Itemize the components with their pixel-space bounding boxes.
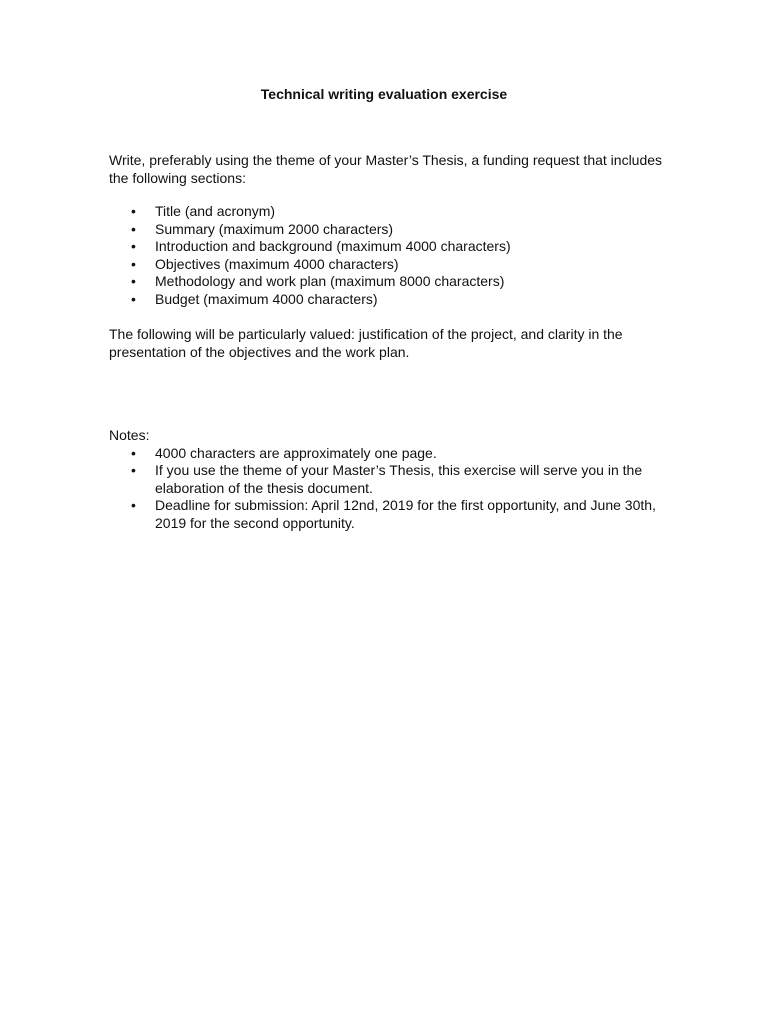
notes-section <box>109 427 669 533</box>
bullet-icon: • <box>131 238 136 255</box>
section-item-label: Introduction and background (maximum 4000 characters) <box>155 238 511 255</box>
notes-label: Notes: <box>109 427 150 443</box>
sections-list-container <box>109 203 669 309</box>
list-item <box>109 256 669 274</box>
list-item <box>109 221 669 239</box>
bullet-icon: • <box>131 290 136 307</box>
document-title: Technical writing evaluation exercise <box>260 86 508 102</box>
notes-list <box>109 445 669 533</box>
bullet-icon: • <box>131 462 136 479</box>
bullet-icon: • <box>131 444 136 461</box>
section-item-label: Methodology and work plan (maximum 8000 characters) <box>155 273 505 290</box>
note-item-text: If you use the theme of your Master’s Thesis, this exercise will serve you in the elaboration of the thesis document. <box>155 462 643 496</box>
note-item-text: 4000 characters are approximately one page. <box>155 444 437 461</box>
list-item <box>109 238 669 256</box>
valued-paragraph <box>109 326 669 361</box>
section-item-label: Title (and acronym) <box>155 203 276 219</box>
bullet-icon: • <box>131 497 136 514</box>
note-item-text: Deadline for submission: April 12nd, 2019 for the first opportunity, and June 30th, 2019 for the second opportunity. <box>155 497 656 531</box>
bullet-icon: • <box>131 203 136 219</box>
bullet-icon: • <box>131 273 136 290</box>
list-item <box>109 497 669 532</box>
list-item <box>109 203 669 221</box>
list-item <box>109 462 669 497</box>
bullet-icon: • <box>131 255 136 272</box>
valued-text: The following will be particularly valued: justification of the project, and clarity in the presentation of the objectives and the work plan. <box>109 326 623 360</box>
section-item-label: Summary (maximum 2000 characters) <box>155 220 394 237</box>
section-item-label: Budget (maximum 4000 characters) <box>155 290 378 307</box>
intro-paragraph <box>109 152 669 187</box>
intro-text: Write, preferably using the theme of your Master’s Thesis, a funding request that includes the following sections: <box>109 152 663 186</box>
list-item <box>109 445 669 463</box>
list-item <box>109 291 669 309</box>
list-item <box>109 273 669 291</box>
bullet-icon: • <box>131 220 136 237</box>
sections-list <box>109 203 669 309</box>
section-item-label: Objectives (maximum 4000 characters) <box>155 255 399 272</box>
